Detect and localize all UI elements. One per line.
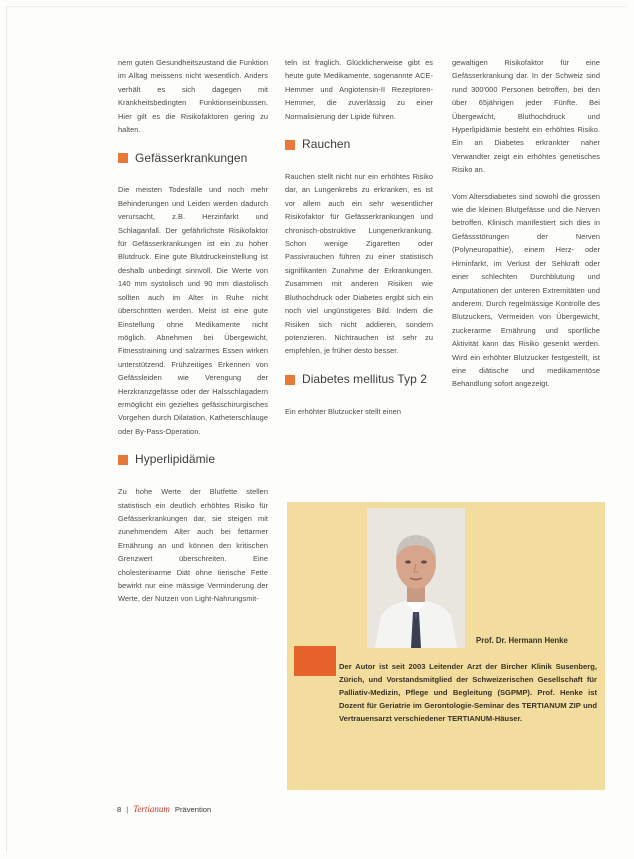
heading-rauchen-text: Rauchen bbox=[302, 137, 351, 152]
page-footer bbox=[117, 804, 211, 814]
col1-intro: nem guten Gesundheitszustand die Funktion im Alltag meissens nicht wesentlich. Anders verhält es sich dagegen mit Krankheitsbedingten Funktionseinbussen. Hier gilt es die Risikofaktoren gering zu halten. bbox=[118, 58, 268, 135]
brand-logo: Tertianum bbox=[133, 804, 170, 814]
gefaess-paragraph: Die meisten Todesfälle und noch mehr Behinderungen und Leiden werden dadurch verursacht, z.B. Herzinfarkt und Schlaganfall. Der gefährlichste Risikofaktor für Gefässerkrankungen ist ein zu hoher Blutdruck. Eine gute Blutdruckeinstellung ist deshalb unbedingt sinnvoll. Die Werte von 140 mm systolisch und 90 mm diastolisch sollten auch im Alter in Ruhe nicht überschritten werden. Meist ist eine gute Einstellung ohne Medikamente nicht möglich. Abnehmen bei Übergewicht, Fitnesstraining und salzarmes Essen wirken unterstützend. Frühzeitiges Erkennen von Gefässleiden wie Verengung der Herzkranzgefässe oder der Halsschlagadern ermöglicht ein gezieltes gefässchirurgisches Vorgehen durch Dilatation, Katheterschlauge oder By-Pass-Operation. bbox=[118, 185, 268, 436]
author-accent-tab bbox=[294, 646, 336, 676]
heading-gefaess-text: Gefässerkrankungen bbox=[135, 150, 248, 165]
heading-diabetes bbox=[285, 371, 433, 389]
column-1 bbox=[118, 56, 268, 619]
col2-intro: teln ist fraglich. Glücklicherweise gibt es heute gute Medikamente, sogenannte ACE-Hemmer und Angiotensin-II Rezeptoren-Hemmer, die zuverlässig zu einer Normalisierung der Lipide führen. bbox=[285, 58, 433, 121]
footer-separator: | bbox=[126, 804, 129, 814]
heading-marker-icon bbox=[118, 153, 128, 163]
column-2 bbox=[285, 56, 433, 431]
heading-marker-icon bbox=[285, 140, 295, 150]
col3-paragraph-2: Vom Altersdiabetes sind sowohl die grossen wie die kleinen Blutgefässe und die Nerven betroffen. Klinisch manifestiert sich dies in Gefässstörungen der Nerven (Polyneuropathie), einem Herz- oder Hirninfarkt, im Verlust der Sehkraft oder einer schlechten Durchblutung und Amputationen der unteren Extremitäten und anderem. Durch regelmässige Kontrolle des Blutzuckers, Vermeiden von Übergewicht, zuckerarme Ernährung und sportliche Aktivität kann das Risiko gesenkt werden. Wird ein erhöhter Blutzucker festgestellt, ist eine diätische und medikamentöse Behandlung sofort angezeigt. bbox=[452, 191, 600, 389]
heading-hyper-text: Hyperlipidämie bbox=[135, 452, 216, 467]
heading-hyperlipidaemie bbox=[118, 451, 268, 469]
heading-rauchen bbox=[285, 136, 433, 154]
section-name: Prävention bbox=[174, 804, 212, 814]
diabetes-paragraph: Ein erhöhter Blutzucker stellt einen bbox=[285, 406, 402, 416]
heading-gefaesserkrankungen bbox=[118, 149, 268, 167]
author-bio: Der Autor ist seit 2003 Leitender Arzt der Bircher Klinik Susenberg, Zürich, und Vorstandsmitglied der Schweizerischen Gesellschaft für Palliativ-Medizin, Pflege und Begleitung (SGPMP). Prof. Henke ist Dozent für Geriatrie im Gerontologie-Seminar des TERTIANUM ZIP und Vertrauensarzt verschiedener TERTIANUM-Häuser. bbox=[339, 662, 597, 723]
author-portrait-icon bbox=[367, 508, 465, 648]
heading-marker-icon bbox=[285, 375, 295, 385]
heading-marker-icon bbox=[118, 455, 128, 465]
heading-diabetes-text: Diabetes mellitus Typ 2 bbox=[302, 372, 427, 387]
rauchen-paragraph: Rauchen stellt nicht nur ein erhöhtes Risiko dar, an Lungenkrebs zu erkranken, es ist vor allem auch ein sehr wesentlicher Risikofaktor für Gefässerkrankungen und chronisch-obstruktive Lungenerkrankung. Schon wenige Zigaretten oder Passivrauchen führen zu einer statistisch signifikanten Zunahme der Erkrankungen. Zusammen mit anderen Risiken wie Bluthochdruck oder Diabetes ergibt sich ein noch viel ungünstigeres Bild. Indem die Risiken sich nicht addieren, sondern potenzieren. Nichtrauchen ist sehr zu empfehlen, je früher desto besser. bbox=[285, 172, 433, 356]
hyper-paragraph: Zu hohe Werte der Blutfette stellen statistisch ein deutlich erhöhtes Risiko für Gefässerkrankungen dar, sie steigen mit zunehmendem Alter auch bei fettarmer Ernährung an und können den kritischen Grenzwert überschreiten. Eine cholesterinarme Diät ohne tierische Fette bewirkt nur eine mässige Verminderung der Werte, der Nutzen von Light-Nahrungsmit- bbox=[118, 487, 268, 604]
col3-paragraph-1: gewaltigen Risikofaktor für eine Gefässerkrankung dar. In der Schweiz sind rund 300'000 Personen betroffen, bei den über 65jährigen jeder Fünfte. Bei Übergewicht, Bluthochdruck und Hyperlipidämie besteht ein erhöhtes Risiko. Ein an Diabetes erkrankter naher Verwandter zeigt ein erhöhtes genetisches Risiko an. bbox=[452, 58, 600, 175]
page-number: 8 bbox=[117, 804, 122, 814]
author-photo bbox=[367, 508, 465, 648]
author-caption: Prof. Dr. Hermann Henke bbox=[476, 636, 568, 645]
column-3 bbox=[452, 56, 600, 404]
